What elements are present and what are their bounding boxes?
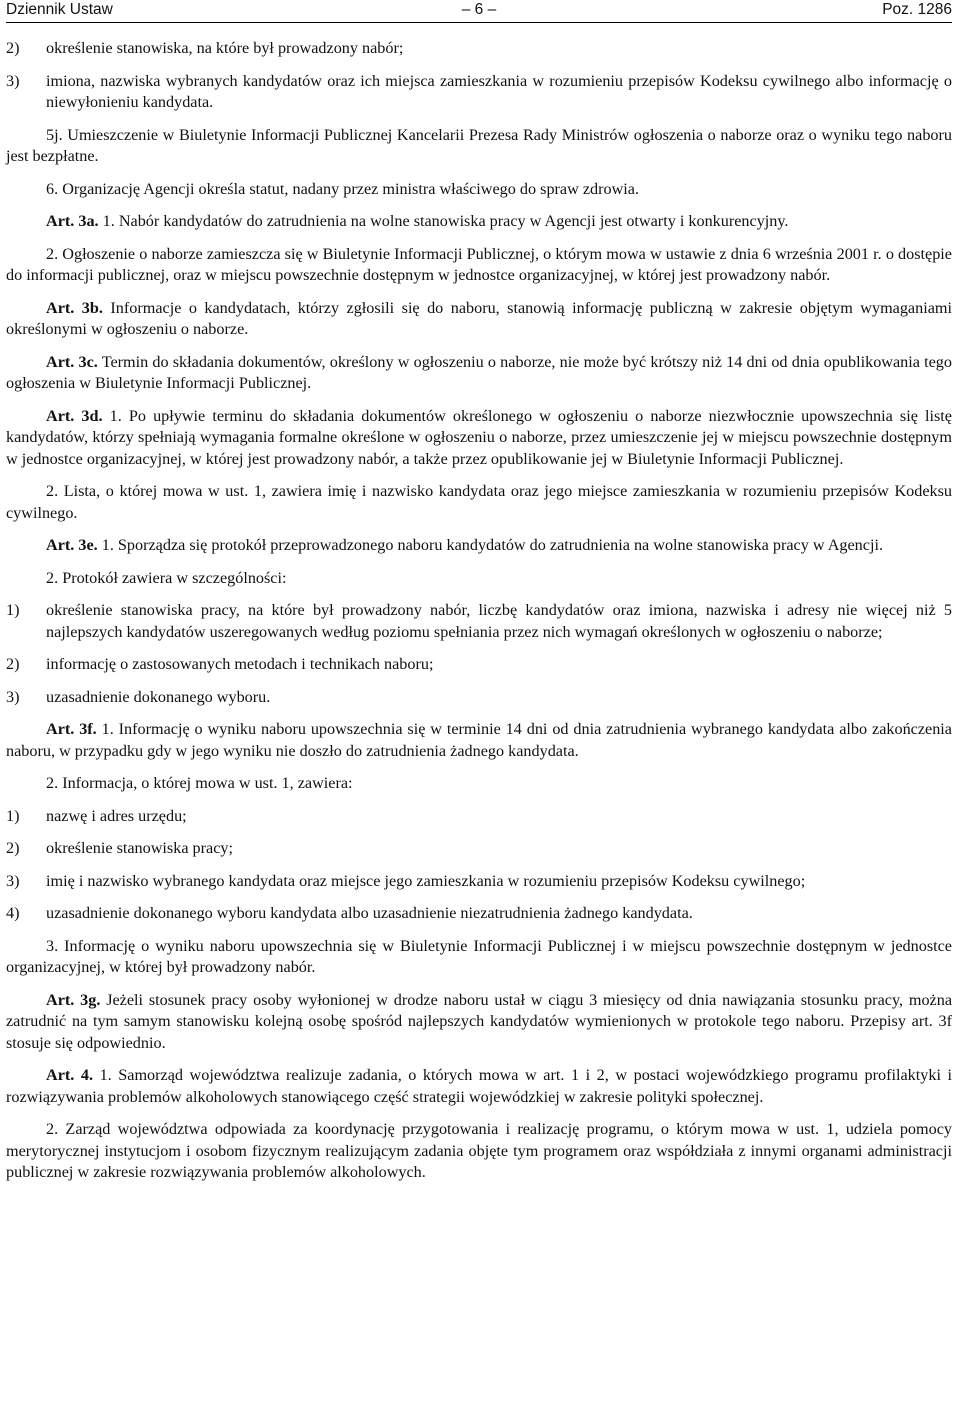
paragraph-text: 1. Informację o wyniku naboru upowszechnia się w terminie 14 dni od dnia zatrudnienia wybranego kandydata albo zakończenia naboru, w przypadku gdy w jego wyniku nie doszło do zatrudnienia żadnego kandydata. (6, 720, 952, 760)
page-number: – 6 – (461, 1, 497, 18)
article-number: Art. 3a. (46, 212, 99, 230)
article-paragraph (6, 535, 952, 557)
list-item-number: 1) (6, 806, 20, 825)
paragraph (6, 1119, 952, 1184)
paragraph-text: 2. Ogłoszenie o naborze zamieszcza się w Biuletynie Informacji Publicznej, o którym mowa w ustawie z dnia 6 września 2001 r. o dostępie do informacji publicznej, oraz w miejscu powszechnie dostępnym w jednostce organizacyjnej, w której jest prowadzony nabór. (6, 244, 952, 284)
list-item-number: 4) (6, 904, 20, 922)
document-body (6, 38, 952, 1195)
paragraph (6, 125, 952, 168)
paragraph-text: 2. Lista, o której mowa w ust. 1, zawiera imię i nazwisko kandydata oraz jego miejsce zamieszkania w rozumieniu przepisów Kodeksu cywilnego. (6, 482, 952, 522)
list-item (6, 687, 952, 709)
list-item (6, 838, 952, 860)
list-item-number: 3) (6, 871, 20, 890)
list-item (6, 38, 952, 60)
article-paragraph (6, 352, 952, 395)
paragraph-text: 1. Sporządza się protokół przeprowadzonego naboru kandydatów do zatrudnienia na wolne stanowiska pracy w Agencji. (97, 536, 883, 554)
paragraph-text: 2. Informacja, o której mowa w ust. 1, zawiera: (46, 774, 353, 792)
list-item-text: imiona, nazwiska wybranych kandydatów oraz ich miejsca zamieszkania w rozumieniu przepisów Kodeksu cywilnego albo informację o niewyłonieniu kandydata. (46, 71, 952, 111)
article-number: Art. 3e. (46, 536, 98, 554)
article-number: Art. 3c. (46, 352, 98, 371)
paragraph (6, 936, 952, 979)
paragraph-text: 5j. Umieszczenie w Biuletynie Informacji Publicznej Kancelarii Prezesa Rady Ministrów ogłoszenia o naborze oraz o wyniku tego naboru jest bezpłatne. (6, 125, 952, 165)
article-number: Art. 3b. (46, 298, 103, 317)
list-item (6, 600, 952, 643)
list-item (6, 71, 952, 114)
list-item-number: 2) (6, 839, 20, 857)
paragraph-text: 6. Organizację Agencji określa statut, nadany przez ministra właściwego do spraw zdrowia. (46, 179, 640, 198)
list-item-text: imię i nazwisko wybranego kandydata oraz miejsce jego zamieszkania w rozumieniu przepisów Kodeksu cywilnego; (46, 871, 806, 890)
article-paragraph (6, 990, 952, 1055)
list-item (6, 903, 952, 925)
article-number: Art. 3d. (46, 406, 103, 425)
article-number: Art. 3f. (46, 720, 97, 738)
page-header (6, 0, 952, 23)
list-item-text: określenie stanowiska, na które był prowadzony nabór; (46, 39, 404, 57)
list-item-number: 2) (6, 39, 20, 57)
paragraph-text: 2. Zarząd województwa odpowiada za koordynację przygotowania i realizację programu, o którym mowa w ust. 1, udziela pomocy merytorycznej instytucjom i osobom fizycznym realizującym zadania objęte tym programem oraz współdziała z innymi organami administracji publicznej w zakresie rozwiązywania problemów alkoholowych. (6, 1120, 952, 1181)
list-item-number: 2) (6, 655, 20, 673)
paragraph (6, 244, 952, 287)
paragraph (6, 773, 952, 795)
article-paragraph (6, 1065, 952, 1108)
article-paragraph (6, 406, 952, 471)
list-item-number: 3) (6, 71, 20, 90)
list-item-text: uzasadnienie dokonanego wyboru. (46, 687, 271, 706)
paragraph (6, 568, 952, 590)
journal-title: Dziennik Ustaw (6, 1, 113, 18)
list-item-text: informację o zastosowanych metodach i technikach naboru; (46, 655, 434, 673)
article-number: Art. 3g. (46, 990, 101, 1009)
position-number: Poz. 1286 (882, 1, 952, 18)
article-paragraph (6, 298, 952, 341)
paragraph-text: 1. Po upływie terminu do składania dokumentów określonego w ogłoszeniu o naborze niezwłocznie upowszechnia się listę kandydatów, którzy spełniają wymagania formalne określone w ogłoszeniu o naborze, przez umieszczenie jej w miejscu powszechnie dostępnym w jednostce organizacyjnej, w której jest prowadzony nabór, a także przez opublikowanie jej w Biuletynie Informacji Publicznej. (6, 406, 952, 468)
list-item-number: 1) (6, 601, 20, 619)
paragraph-text: Jeżeli stosunek pracy osoby wyłonionej w drodze naboru ustał w ciągu 3 miesięcy od dnia nawiązania stosunku pracy, można zatrudnić na tym samym stanowisku kolejną osobę spośród najlepszych kandydatów wymienionych w protokole tego naboru. Przepisy art. 3f stosuje się odpowiednio. (6, 990, 953, 1052)
paragraph (6, 179, 952, 201)
list-item-number: 3) (6, 687, 20, 706)
paragraph-text: 1. Samorząd województwa realizuje zadania, o których mowa w art. 1 i 2, w postaci wojewódzkiego programu profilaktyki i rozwiązywania problemów alkoholowych stanowiącego część strategii wojewódzkiej w zakresie polityki społecznej. (6, 1066, 953, 1106)
list-item-text: uzasadnienie dokonanego wyboru kandydata albo uzasadnienie niezatrudnienia żadnego kandydata. (46, 904, 693, 922)
article-paragraph (6, 211, 952, 233)
paragraph-text: Termin do składania dokumentów, określony w ogłoszeniu o naborze, nie może być krótszy niż 14 dni od dnia opublikowania tego ogłoszenia w Biuletynie Informacji Publicznej. (6, 352, 952, 392)
article-number: Art. 4. (46, 1066, 94, 1084)
list-item-text: nazwę i adres urzędu; (46, 806, 187, 825)
paragraph-text: Informacje o kandydatach, którzy zgłosili się do naboru, stanowią informację publiczną w zakresie objętym wymaganiami określonymi w ogłoszeniu o naborze. (6, 298, 952, 338)
list-item (6, 871, 952, 893)
list-item (6, 654, 952, 676)
paragraph-text: 3. Informację o wyniku naboru upowszechnia się w Biuletynie Informacji Publicznej i w miejscu powszechnie dostępnym w jednostce organizacyjnej, w której był prowadzony nabór. (6, 936, 952, 976)
paragraph (6, 481, 952, 524)
paragraph-text: 1. Nabór kandydatów do zatrudnienia na wolne stanowiska pracy w Agencji jest otwarty i konkurencyjny. (98, 212, 789, 230)
paragraph-text: 2. Protokół zawiera w szczególności: (46, 568, 287, 587)
list-item-text: określenie stanowiska pracy, na które był prowadzony nabór, liczbę kandydatów oraz imiona, nazwiska i adresy nie więcej niż 5 najlepszych kandydatów uszeregowanych według poziomu spełniania przez nich wymagań określonych w ogłoszeniu o naborze; (46, 601, 952, 641)
list-item (6, 806, 952, 828)
article-paragraph (6, 719, 952, 762)
list-item-text: określenie stanowiska pracy; (46, 839, 233, 857)
